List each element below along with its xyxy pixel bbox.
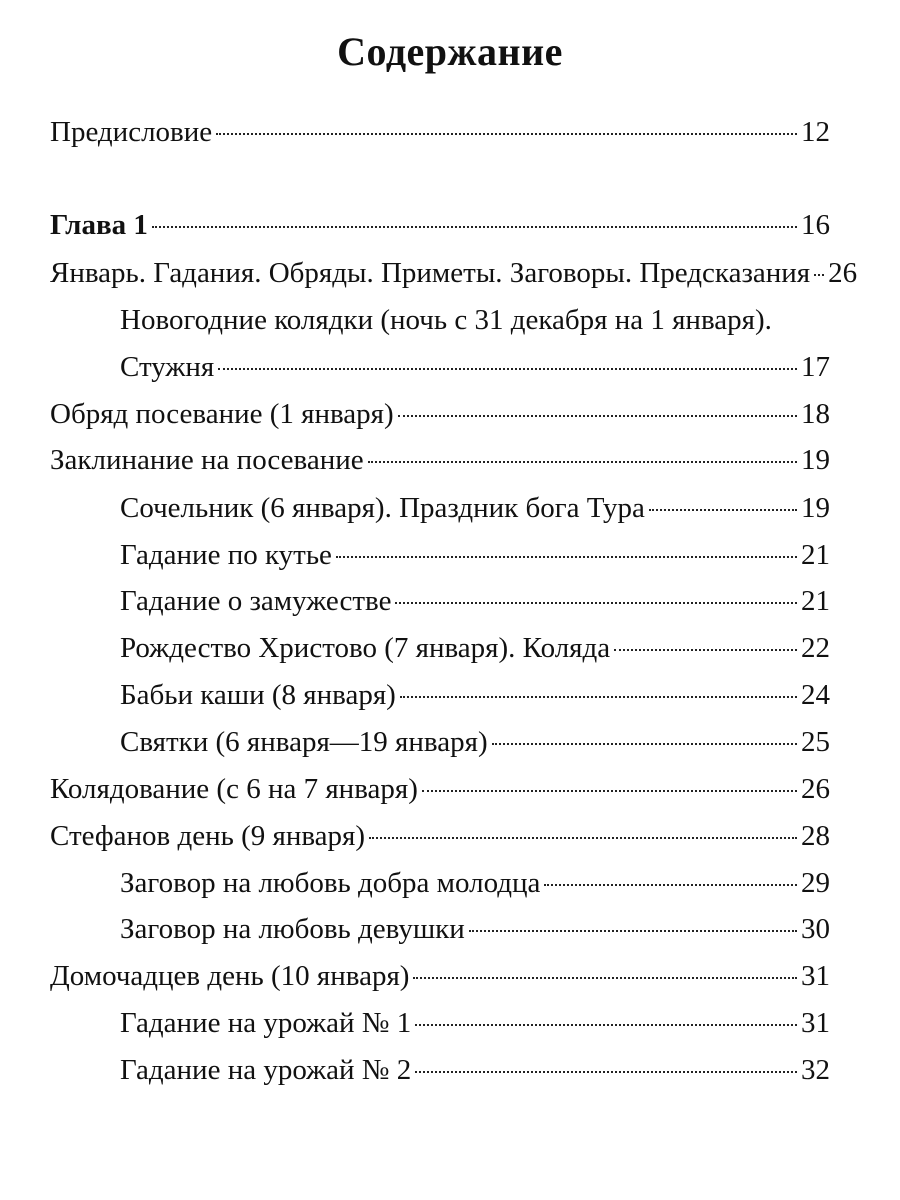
toc-page-number: 17 bbox=[801, 351, 830, 383]
toc-page-number: 21 bbox=[801, 585, 830, 617]
toc-entry-label: Гадание на урожай № 1 bbox=[120, 1007, 412, 1039]
dot-leader bbox=[415, 1071, 797, 1073]
dot-leader bbox=[398, 415, 797, 417]
toc-entry[interactable] bbox=[120, 865, 830, 901]
dot-leader bbox=[395, 602, 797, 604]
dot-leader bbox=[218, 368, 797, 370]
dot-leader bbox=[415, 1024, 797, 1026]
toc-page-number: 22 bbox=[801, 632, 830, 664]
dot-leader bbox=[413, 977, 797, 979]
toc-page-number: 19 bbox=[801, 492, 830, 524]
toc-entry-label: Заклинание на посевание bbox=[50, 444, 364, 476]
toc-entry-chapter-1[interactable] bbox=[50, 207, 830, 243]
toc-entry[interactable] bbox=[50, 442, 830, 478]
toc-page-number: 16 bbox=[801, 209, 830, 241]
dot-leader bbox=[152, 226, 797, 228]
toc-page-number: 26 bbox=[828, 257, 858, 289]
toc-entry[interactable] bbox=[120, 1052, 830, 1088]
dot-leader bbox=[336, 556, 797, 558]
toc-entry-label: Домочадцев день (10 января) bbox=[50, 960, 410, 992]
toc-entry-label: Гадание на урожай № 2 bbox=[120, 1054, 412, 1086]
toc-page-number: 19 bbox=[801, 444, 830, 476]
toc-entry[interactable] bbox=[120, 490, 830, 526]
toc-entry-label: Стефанов день (9 января) bbox=[50, 820, 366, 852]
toc-entry[interactable] bbox=[50, 396, 830, 432]
toc-entry[interactable] bbox=[50, 771, 830, 807]
toc-page-number: 25 bbox=[801, 726, 830, 758]
toc-entry-label: Колядование (с 6 на 7 января) bbox=[50, 773, 418, 805]
toc-entry-label: Заговор на любовь добра молодца bbox=[120, 867, 541, 899]
toc-page-number: 26 bbox=[801, 773, 830, 805]
toc-page-number: 21 bbox=[801, 539, 830, 571]
toc-entry-continued-line[interactable]: Новогодние колядки (ночь с 31 декабря на 1 января). bbox=[120, 304, 772, 336]
toc-entry[interactable] bbox=[120, 583, 830, 619]
dot-leader bbox=[422, 790, 797, 792]
toc-entry-label: Стужня bbox=[120, 351, 215, 383]
toc-page-number: 29 bbox=[801, 867, 830, 899]
dot-leader bbox=[369, 837, 797, 839]
toc-page-number: 12 bbox=[801, 116, 830, 148]
toc-entry[interactable] bbox=[120, 630, 830, 666]
dot-leader bbox=[216, 133, 797, 135]
toc-entry-label: Глава 1 bbox=[50, 209, 148, 241]
dot-leader bbox=[814, 274, 824, 276]
toc-entry-label: Рождество Христово (7 января). Коляда bbox=[120, 632, 611, 664]
toc-entry-label: Гадание по кутье bbox=[120, 539, 332, 571]
toc-entry[interactable] bbox=[120, 911, 830, 947]
toc-page-number: 18 bbox=[801, 398, 830, 430]
dot-leader bbox=[492, 743, 797, 745]
toc-entry[interactable] bbox=[120, 724, 830, 760]
toc-entry-label: Заговор на любовь девушки bbox=[120, 913, 465, 945]
toc-entry-label: Обряд посевание (1 января) bbox=[50, 398, 394, 430]
toc-entry[interactable] bbox=[50, 255, 858, 291]
toc-entry-preface[interactable] bbox=[50, 114, 830, 150]
toc-entry-label: Январь. Гадания. Обряды. Приметы. Заговоры. Предсказания bbox=[50, 257, 811, 289]
dot-leader bbox=[649, 509, 797, 511]
dot-leader bbox=[614, 649, 797, 651]
toc-entry[interactable] bbox=[120, 1005, 830, 1041]
dot-leader bbox=[400, 696, 797, 698]
toc-entry-label: Гадание о замужестве bbox=[120, 585, 392, 617]
dot-leader bbox=[368, 461, 797, 463]
toc-page-number: 28 bbox=[801, 820, 830, 852]
toc-page-number: 31 bbox=[801, 1007, 830, 1039]
toc-entry[interactable] bbox=[50, 958, 830, 994]
toc-entry-label: Святки (6 января—19 января) bbox=[120, 726, 488, 758]
dot-leader bbox=[469, 930, 797, 932]
toc-entry-label: Бабьи каши (8 января) bbox=[120, 679, 396, 711]
dot-leader bbox=[544, 884, 797, 886]
toc-page-number: 32 bbox=[801, 1054, 830, 1086]
page-title: Содержание bbox=[337, 29, 563, 74]
toc-entry[interactable] bbox=[50, 818, 830, 854]
toc-page-number: 30 bbox=[801, 913, 830, 945]
toc-entry[interactable] bbox=[120, 349, 830, 385]
toc-entry[interactable] bbox=[120, 537, 830, 573]
toc-entry-label: Сочельник (6 января). Праздник бога Тура bbox=[120, 492, 645, 524]
toc-page-number: 31 bbox=[801, 960, 830, 992]
toc-page-number: 24 bbox=[801, 679, 830, 711]
toc-entry-label: Предисловие bbox=[50, 116, 213, 148]
toc-entry[interactable] bbox=[120, 677, 830, 713]
